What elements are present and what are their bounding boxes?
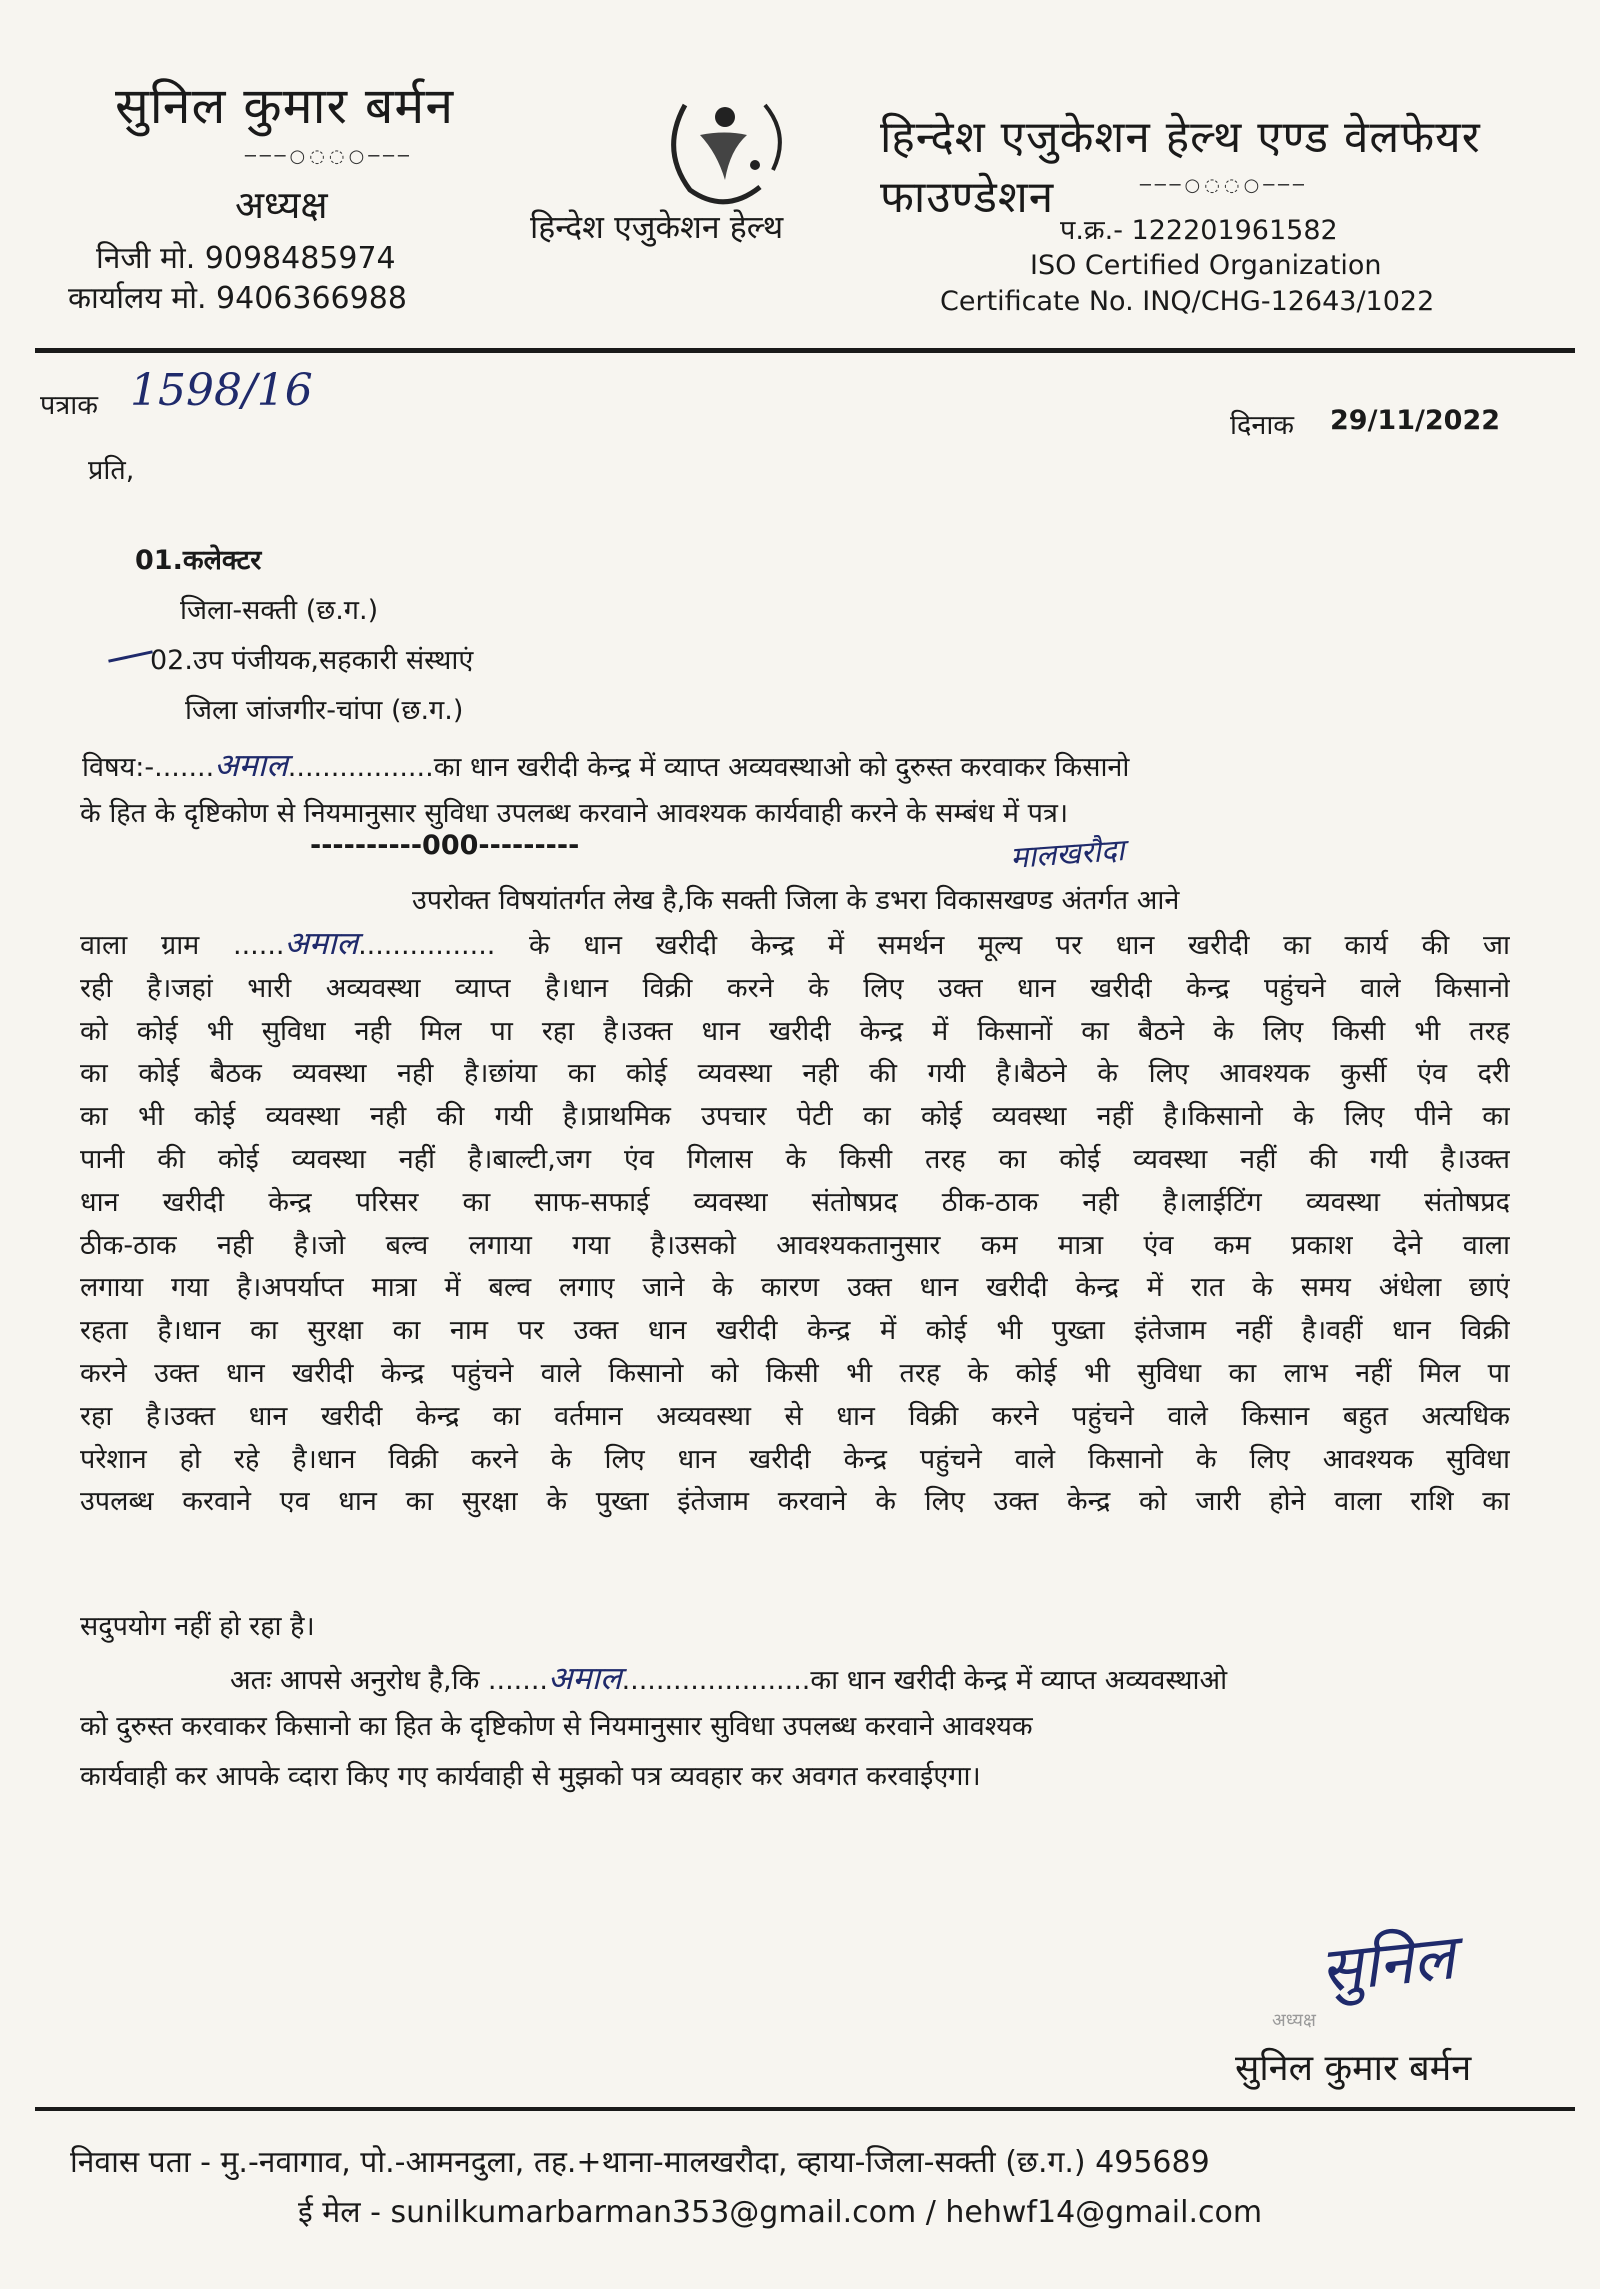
village-dots: ................ bbox=[358, 930, 496, 961]
body-line: पानी की कोई व्यवस्था नहीं है।बाल्टी,जग एंव गिलास के किसी तरह का कोई व्यवस्था नहीं की गयी है।उक्त bbox=[80, 1143, 1510, 1175]
reference-number: 1598/16 bbox=[130, 365, 313, 416]
request-line-3: कार्यवाही कर आपके व्दारा किए गए कार्यवाही से मुझको पत्र व्यवहार कर अवगत करवाईएगा। bbox=[80, 1761, 981, 1792]
foundation-logo-icon bbox=[655, 75, 795, 215]
header-title: अध्यक्ष bbox=[235, 183, 328, 227]
request-dots: ....... bbox=[487, 1665, 548, 1696]
footer-email: ई मेल - sunilkumarbarman353@gmail.com / hehwf14@gmail.com bbox=[298, 2195, 1263, 2230]
reference-label: पत्राक bbox=[40, 390, 98, 421]
recipient-1-title: 01.कलेक्टर bbox=[135, 545, 262, 576]
body-line: परेशान हो रहे है।धान विक्री करने के लिए धान खरीदी केन्द्र पहुंचने वाले किसानो के लिए आवश्यक सुविधा bbox=[80, 1443, 1510, 1475]
salutation: प्रति, bbox=[88, 455, 135, 486]
registration-number: प.क्र.- 122201961582 bbox=[1060, 215, 1338, 246]
footer-divider bbox=[35, 2107, 1575, 2111]
subject-line-1 bbox=[82, 743, 1129, 786]
subject-dots: ................. bbox=[287, 752, 434, 783]
request-line-1 bbox=[230, 1656, 1227, 1699]
village-fill: अमाल bbox=[284, 924, 359, 962]
subject-village-fill: अमाल bbox=[214, 746, 288, 784]
personal-mobile: निजी मो. 9098485974 bbox=[96, 241, 396, 276]
request-dots: ...................... bbox=[621, 1665, 811, 1696]
header-divider bbox=[35, 348, 1575, 353]
request-village-fill: अमाल bbox=[547, 1659, 622, 1697]
recipient-1-place: जिला-सक्ती (छ.ग.) bbox=[180, 595, 379, 626]
divider-ornament: ───○◌◌○─── bbox=[1140, 175, 1308, 196]
recipient-2-place: जिला जांजगीर-चांपा (छ.ग.) bbox=[185, 695, 464, 726]
seal-stamp-text: अध्यक्ष bbox=[1272, 2010, 1316, 2031]
iso-certification: ISO Certified Organization bbox=[1030, 250, 1382, 281]
request-start: अतः आपसे अनुरोध है,कि bbox=[230, 1665, 480, 1696]
signatory-name: सुनिल कुमार बर्मन bbox=[1235, 2048, 1472, 2089]
handwritten-tick bbox=[108, 650, 153, 662]
village-dots: ...... bbox=[232, 930, 285, 961]
footer-address: निवास पता - मु.-नवागाव, पो.-आमनदुला, तह.+थाना-मालखरौदा, व्हाया-जिला-सक्ती (छ.ग.) 495689 bbox=[70, 2145, 1210, 2180]
subject-rest: का धान खरीदी केन्द्र में व्याप्त अव्यवस्थाओ को दुरुस्त करवाकर किसानो bbox=[433, 752, 1130, 783]
body-line: धान खरीदी केन्द्र परिसर का साफ-सफाई व्यवस्था संतोषप्रद ठीक-ठाक नही है।लाईटिंग व्यवस्था संतोषप्रद bbox=[80, 1186, 1510, 1218]
body-line: रहता है।धान का सुरक्षा का नाम पर उक्त धान खरीदी केन्द्र में कोई भी पुख्ता इंतेजाम नहीं है।वहीं धान विक्री bbox=[80, 1315, 1510, 1347]
logo-caption: हिन्देश एजुकेशन हेल्थ bbox=[530, 208, 784, 246]
date-value: 29/11/2022 bbox=[1330, 405, 1501, 436]
body-paragraph bbox=[80, 922, 1510, 1524]
body-line: लगाया गया है।अपर्याप्त मात्रा में बल्व लगाए जाने के कारण उक्त धान खरीदी केन्द्र में रात के समय अंधेला छाएं bbox=[80, 1272, 1510, 1304]
date-label: दिनाक bbox=[1230, 410, 1295, 441]
body-line: करने उक्त धान खरीदी केन्द्र पहुंचने वाले किसानो को किसी भी तरह के कोई भी सुविधा का लाभ नहीं मिल पा bbox=[80, 1357, 1510, 1389]
body-line: रही है।जहां भारी अव्यवस्था व्याप्त है।धान विक्री करने के लिए उक्त धान खरीदी केन्द्र पहुंचने वाले किसानो bbox=[80, 972, 1510, 1004]
divider-ornament: ───○◌◌○─── bbox=[245, 146, 413, 167]
body-line: का भी कोई व्यवस्था नही की गयी है।प्राथमिक उपचार पेटी का कोई व्यवस्था नहीं है।किसानो के लिए पीने का bbox=[80, 1101, 1510, 1133]
body-line: रहा है।उक्त धान खरीदी केन्द्र का वर्तमान अव्यवस्था से धान विक्री करने पहुंचने वाले किसान बहुत अत्यधिक bbox=[80, 1400, 1510, 1432]
recipient-2-title: 02.उप पंजीयक,सहकारी संस्थाएं bbox=[150, 645, 474, 676]
body-line-1: उपरोक्त विषयांतर्गत लेख है,कि सक्ती जिला के डभरा विकासखण्ड अंतर्गत आने bbox=[412, 885, 1180, 916]
body-line: को कोई भी सुविधा नही मिल पा रहा है।उक्त धान खरीदी केन्द्र में किसानों का बैठने के लिए किसी भी तरह bbox=[80, 1015, 1510, 1047]
header-name: सुनिल कुमार बर्मन bbox=[115, 77, 455, 135]
separator: ----------000--------- bbox=[310, 830, 580, 861]
office-mobile: कार्यालय मो. 9406366988 bbox=[68, 281, 407, 316]
body-line: उपलब्ध करवाने एव धान का सुरक्षा के पुख्ता इंतेजाम करवाने के लिए उक्त केन्द्र को जारी होने वाला राशि का bbox=[80, 1486, 1510, 1518]
body-line: वाला ग्राम ......अमाल................ के धान खरीदी केन्द्र में समर्थन मूल्य पर धान खरीदी का कार्य की जा bbox=[80, 924, 1510, 962]
request-rest: का धान खरीदी केन्द्र में व्याप्त अव्यवस्थाओ bbox=[810, 1665, 1228, 1696]
certificate-number: Certificate No. INQ/CHG-12643/1022 bbox=[940, 286, 1435, 317]
body-line-last: सदुपयोग नहीं हो रहा है। bbox=[80, 1611, 315, 1642]
body-line: ठीक-ठाक नही है।जो बल्व लगाया गया है।उसको आवश्यकतानुसार कम मात्रा एंव कम प्रकाश देने वाला bbox=[80, 1229, 1510, 1261]
request-line-2: को दुरुस्त करवाकर किसानो का हित के दृष्टिकोण से नियमानुसार सुविधा उपलब्ध करवाने आवश्यक bbox=[80, 1711, 1033, 1742]
subject-line-2: के हित के दृष्टिकोण से नियमानुसार सुविधा उपलब्ध करवाने आवश्यक कार्यवाही करने के सम्बंध में पत्र। bbox=[80, 798, 1069, 829]
handwritten-insertion: मालखरौदा bbox=[1009, 833, 1126, 876]
subject-label: विषय:- bbox=[82, 752, 155, 783]
handwritten-signature: सुनिल bbox=[1316, 1920, 1459, 2007]
subject-dots: ....... bbox=[154, 752, 215, 783]
organization-name: हिन्देश एजुकेशन हेल्थ एण्ड वेलफेयर फाउण्डेशन bbox=[880, 112, 1481, 223]
body-line: का कोई बैठक व्यवस्था नही है।छांया का कोई व्यवस्था नही की गयी है।बैठने के लिए आवश्यक कुर्सी एंव दरी bbox=[80, 1058, 1510, 1090]
